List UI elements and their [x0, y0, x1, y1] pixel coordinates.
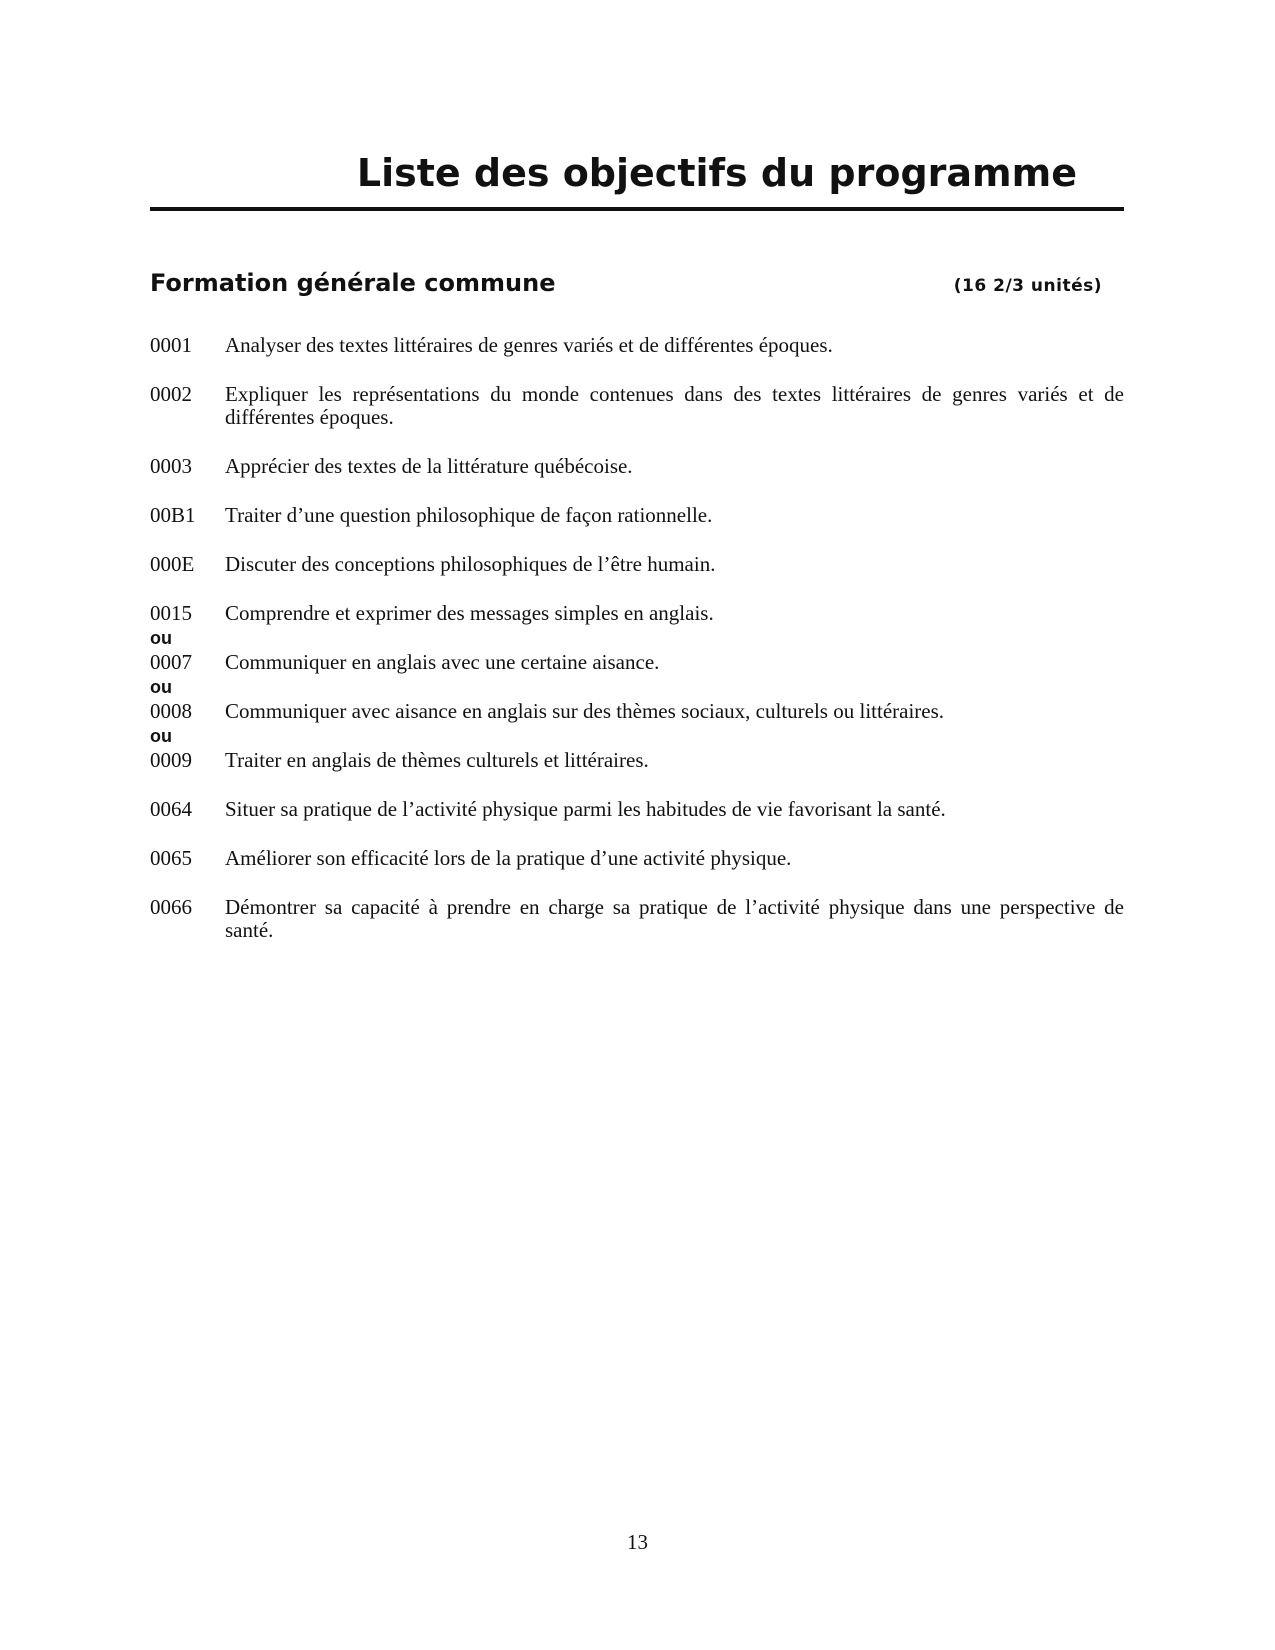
objective-text: Comprendre et exprimer des messages simples en anglais.: [225, 601, 714, 625]
section-heading: Formation générale commune: [150, 269, 556, 297]
objective-item: [150, 798, 1124, 821]
objective-text: Communiquer en anglais avec une certaine aisance.: [225, 650, 660, 674]
objective-code: 000E: [150, 552, 195, 576]
objective-item: [150, 602, 1124, 625]
page-title: Liste des objectifs du programme: [356, 151, 1077, 195]
objective-code: 0008: [150, 699, 192, 723]
alternative-separator: ou: [150, 677, 172, 697]
objective-code: 0015: [150, 601, 192, 625]
objective-text: Communiquer avec aisance en anglais sur des thèmes sociaux, culturels ou littéraires.: [225, 699, 945, 723]
objective-code: 0002: [150, 382, 192, 406]
objective-item: [150, 847, 1124, 870]
objective-text: Situer sa pratique de l’activité physique parmi les habitudes de vie favorisant la santé.: [225, 797, 946, 821]
objective-item: [150, 334, 1124, 357]
objective-text: Améliorer son efficacité lors de la pratique d’une activité physique.: [225, 846, 792, 870]
objective-code: 0007: [150, 650, 192, 674]
objective-item: [150, 383, 1124, 429]
objective-text: Apprécier des textes de la littérature québécoise.: [225, 454, 633, 478]
objective-item: [150, 553, 1124, 576]
objective-item: [150, 896, 1124, 942]
section-units: (16 2/3 unités): [953, 276, 1102, 296]
objective-item: [150, 504, 1124, 527]
objective-text: Expliquer les représentations du monde contenues dans des textes littéraires de genres variés et de différentes époques.: [225, 382, 1124, 429]
objective-text: Traiter d’une question philosophique de façon rationnelle.: [225, 503, 713, 527]
objective-item: [150, 651, 1124, 674]
objective-item: [150, 749, 1124, 772]
objective-code: 0064: [150, 797, 192, 821]
objective-text: Analyser des textes littéraires de genres variés et de différentes époques.: [225, 333, 833, 357]
objective-code: 0001: [150, 333, 192, 357]
objective-item: [150, 700, 1124, 723]
objective-item: [150, 455, 1124, 478]
objective-code: 0066: [150, 895, 192, 919]
objective-text: Traiter en anglais de thèmes culturels et littéraires.: [225, 748, 649, 772]
objective-text: Démontrer sa capacité à prendre en charge sa pratique de l’activité physique dans une perspective de santé.: [225, 895, 1124, 942]
title-rule: [150, 207, 1124, 211]
objective-code: 0065: [150, 846, 192, 870]
objectives-list: [150, 334, 1124, 942]
objective-code: 0009: [150, 748, 192, 772]
objective-text: Discuter des conceptions philosophiques de l’être humain.: [225, 552, 716, 576]
objective-code: 00B1: [150, 503, 196, 527]
alternative-separator: ou: [150, 628, 172, 648]
alternative-separator: ou: [150, 726, 172, 746]
objective-code: 0003: [150, 454, 192, 478]
page-number: 13: [627, 1530, 648, 1554]
